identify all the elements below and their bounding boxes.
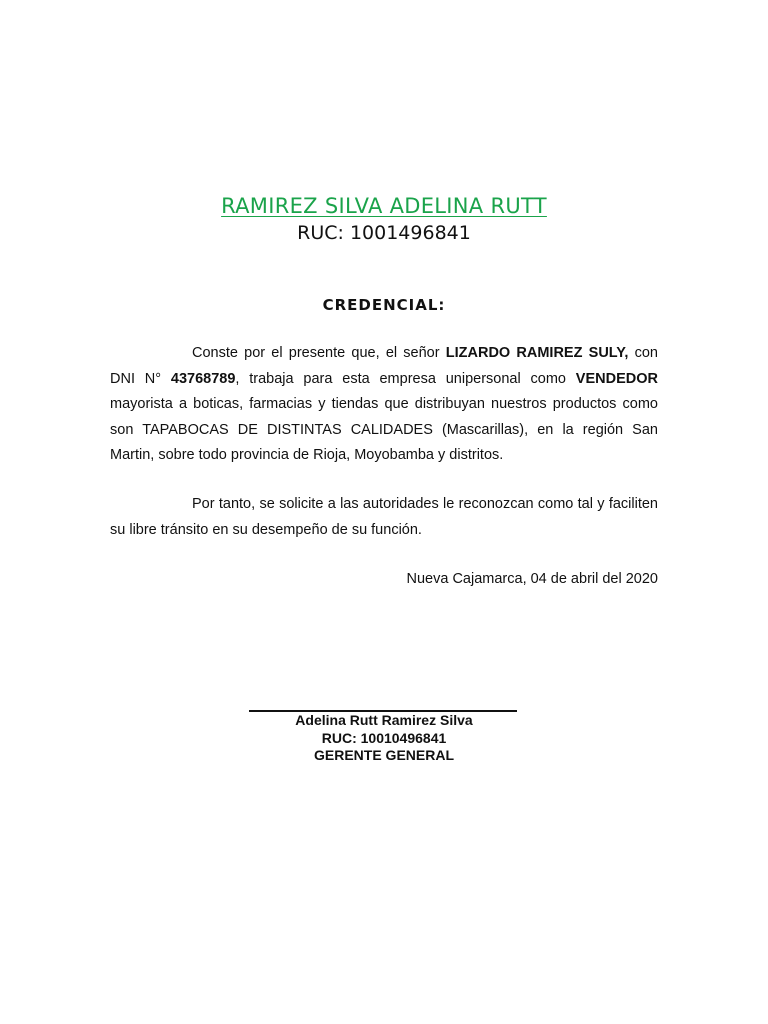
company-name-text: RAMIREZ SILVA ADELINA RUTT <box>221 194 547 218</box>
place-and-date: Nueva Cajamarca, 04 de abril del 2020 <box>406 571 658 587</box>
p1-text-4: mayorista a boticas, farmacias y tiendas que distribuyan nuestros productos como son TAPABOCAS DE DISTINTAS CALIDADES (Mascarillas), en la región San Martin, sobre todo provincia de Rioja, Moyobamba y distritos. <box>110 396 658 463</box>
p2-text: Por tanto, se solicite a las autoridades le reconozcan como tal y faciliten su libre tránsito en su desempeño de su función. <box>110 496 658 538</box>
document-title: CREDENCIAL: <box>322 296 446 314</box>
paragraph-credential <box>110 341 658 469</box>
p1-text-1: Conste por el presente que, el señor <box>192 345 446 361</box>
signatory-ruc: RUC: 10010496841 <box>321 729 447 746</box>
signatory-position: GERENTE GENERAL <box>313 747 454 763</box>
company-ruc: RUC: 1001496841 <box>297 222 471 244</box>
company-name-heading <box>0 194 768 218</box>
p1-text-3: , trabaja para esta empresa unipersonal como <box>235 370 576 387</box>
dni-number: 43768789 <box>170 370 236 387</box>
signature-block <box>0 712 768 765</box>
person-name: LIZARDO RAMIREZ SULY, <box>445 345 629 361</box>
signatory-name: Adelina Rutt Ramirez Silva <box>295 712 473 728</box>
paragraph-request <box>110 492 658 543</box>
p1-text-2: con DNI N° <box>110 345 658 387</box>
job-role: VENDEDOR <box>575 370 658 387</box>
